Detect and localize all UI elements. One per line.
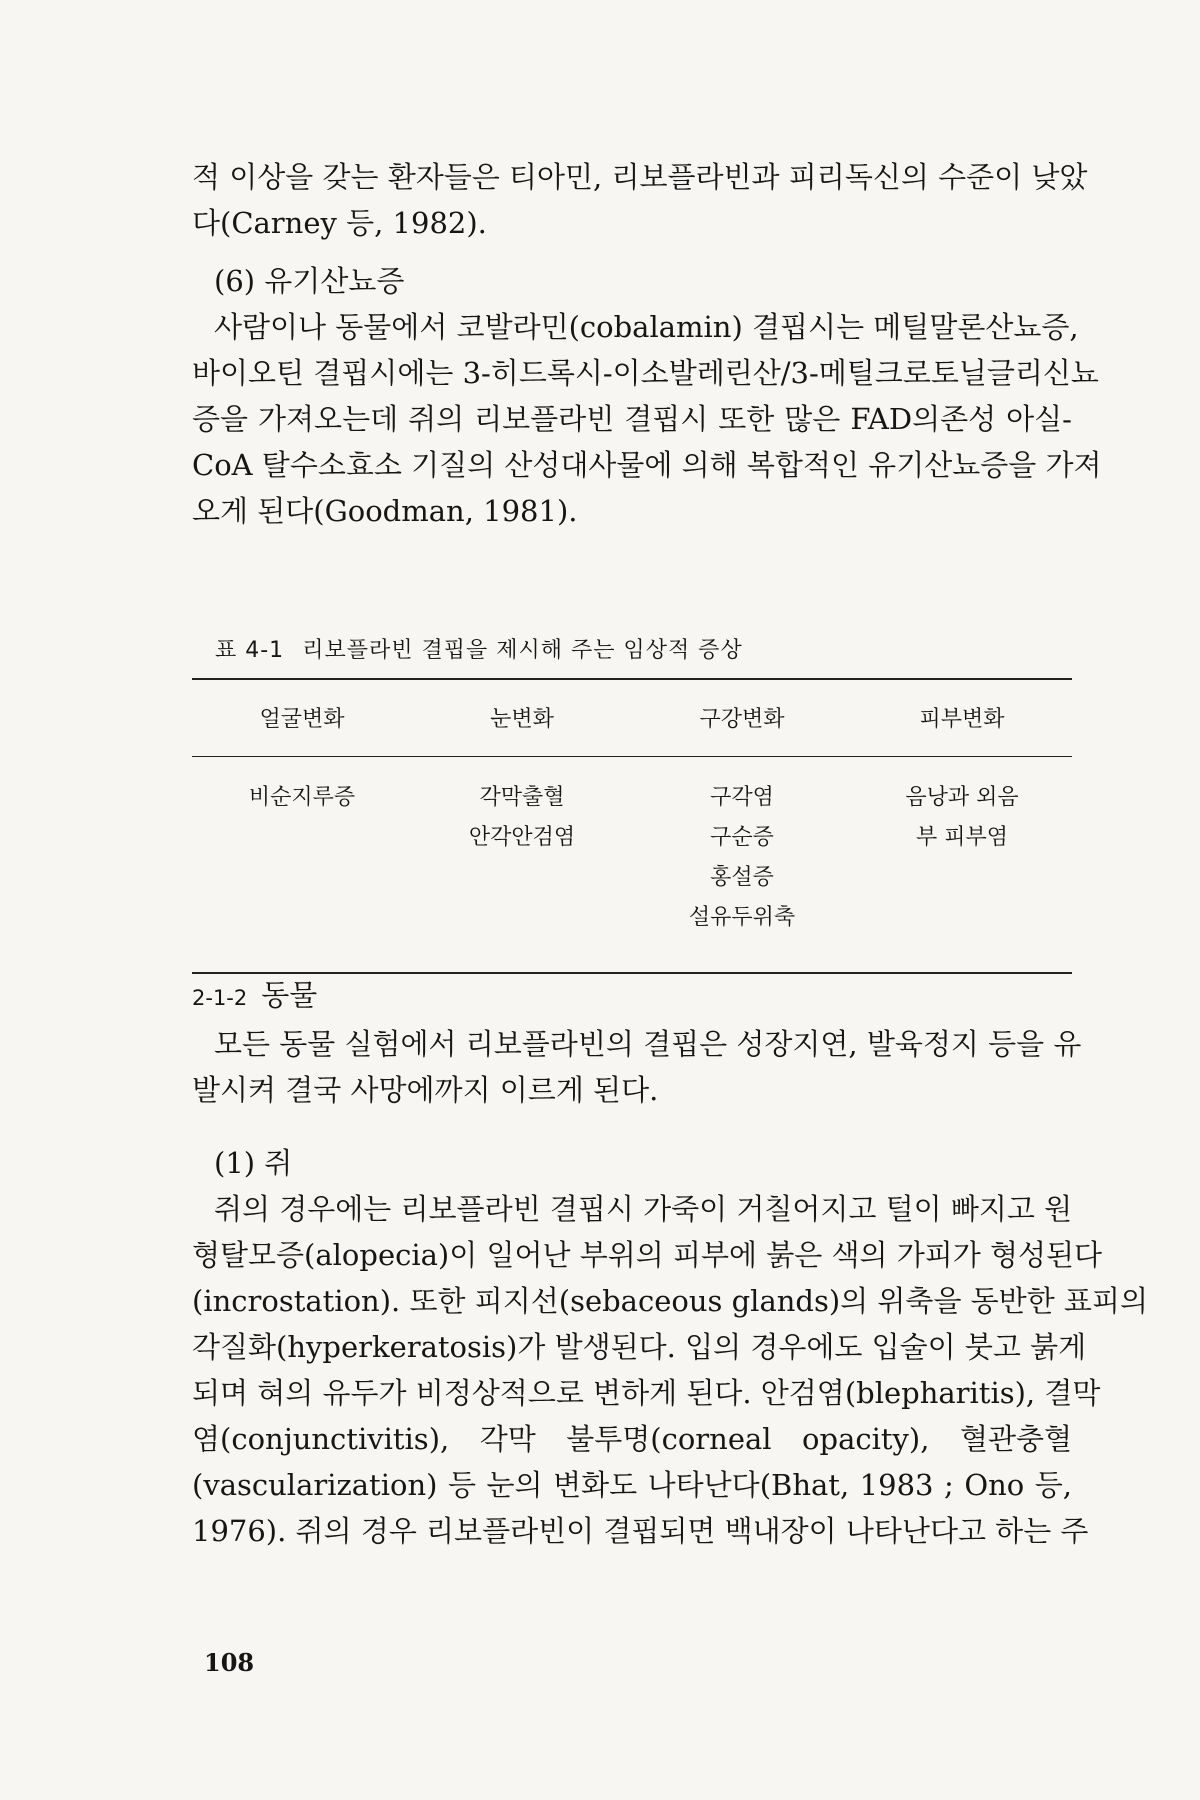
table-caption: [215, 636, 743, 666]
table-cell-item: 각막출혈: [479, 785, 565, 810]
table-header-cell: 눈변화: [490, 707, 554, 732]
table-caption-number: 표 4-1: [215, 638, 285, 663]
text-line: (incrostation). 또한 피지선(sebaceous glands)의 위축을 동반한 표피의: [192, 1284, 1148, 1318]
text-line: 적 이상을 갖는 환자들은 티아민, 리보플라빈과 피리독신의 수준이 낮았: [192, 160, 1088, 194]
table-caption-title: 리보플라빈 결핍을 제시해 주는 임상적 증상: [302, 638, 743, 663]
table-cell-item: 비순지루증: [248, 785, 356, 810]
table-cell-item: 설유두위축: [688, 905, 796, 930]
table-cell-item: 음낭과 외음: [905, 785, 1019, 810]
section-title: 동물: [261, 978, 318, 1012]
intro-paragraph: [192, 154, 1088, 246]
section-heading: [192, 972, 1072, 1021]
table-header-rule: [192, 756, 1072, 757]
table-cell-item: 안각안검염: [468, 825, 576, 850]
section-heading: (6) 유기산뇨증: [214, 264, 405, 298]
table-cell-item: 구순증: [710, 825, 774, 850]
table-header-row: [192, 700, 1072, 740]
section-organic-aciduria: [192, 258, 1102, 534]
table-top-rule: [192, 678, 1072, 680]
text-line: 발시켜 결국 사망에까지 이르게 된다.: [192, 1073, 659, 1107]
table-cell-mouth: [632, 778, 852, 938]
table-body-row: [192, 778, 1072, 938]
table-header-cell: 피부변화: [919, 707, 1005, 732]
text-line: 형탈모증(alopecia)이 일어난 부위의 피부에 붉은 색의 가피가 형성된다: [192, 1238, 1103, 1272]
text-line: 각질화(hyperkeratosis)가 발생된다. 입의 경우에도 입술이 붓고 붉게: [192, 1330, 1087, 1364]
text-line: 1976). 쥐의 경우 리보플라빈이 결핍되면 백내장이 나타난다고 하는 주: [192, 1514, 1089, 1548]
table-header-cell: 얼굴변화: [259, 707, 345, 732]
section-number: 2-1-2: [192, 986, 248, 1010]
text-line: 염(conjunctivitis), 각막 불투명(corneal opacity), 혈관충혈: [192, 1422, 1072, 1456]
text-line: 오게 된다(Goodman, 1981).: [192, 494, 578, 528]
section-heading: (1) 쥐: [214, 1146, 293, 1180]
section-animals: [192, 972, 1082, 1113]
table-cell-skin: [852, 778, 1072, 938]
text-line: 다(Carney 등, 1982).: [192, 206, 487, 240]
text-line: 되며 혀의 유두가 비정상적으로 변하게 된다. 안검염(blepharitis), 결막: [192, 1376, 1101, 1410]
table-cell-item: 구각염: [710, 785, 774, 810]
table-cell-face: [192, 778, 412, 938]
text-line: 모든 동물 실험에서 리보플라빈의 결핍은 성장지연, 발육정지 등을 유: [214, 1027, 1082, 1061]
page-number: 108: [204, 1648, 255, 1677]
table-header-cell: 구강변화: [699, 707, 785, 732]
text-line: 바이오틴 결핍시에는 3-히드록시-이소발레린산/3-메틸크로토닐글리신뇨: [192, 356, 1099, 390]
table-cell-item: 부 피부염: [915, 825, 1008, 850]
text-line: 증을 가져오는데 쥐의 리보플라빈 결핍시 또한 많은 FAD의존성 아실-: [192, 402, 1072, 436]
text-line: (vascularization) 등 눈의 변화도 나타난다(Bhat, 1983 ; Ono 등,: [192, 1468, 1072, 1502]
table-cell-eye: [412, 778, 632, 938]
section-rat: [192, 1140, 1148, 1554]
text-line: 쥐의 경우에는 리보플라빈 결핍시 가죽이 거칠어지고 털이 빠지고 원: [214, 1192, 1073, 1226]
text-line: 사람이나 동물에서 코발라민(cobalamin) 결핍시는 메틸말론산뇨증,: [214, 310, 1079, 344]
table-cell-item: 홍설증: [710, 865, 774, 890]
text-line: CoA 탈수소효소 기질의 산성대사물에 의해 복합적인 유기산뇨증을 가져: [192, 448, 1102, 482]
